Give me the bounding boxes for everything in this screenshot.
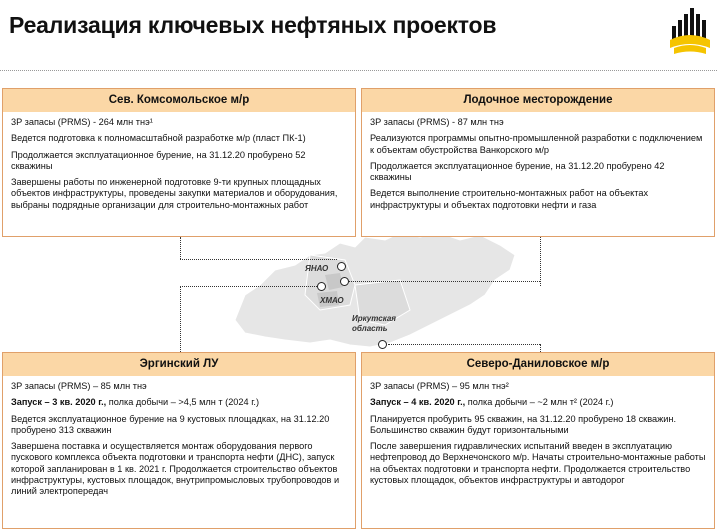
field-marker-komsomolskoe — [337, 262, 346, 271]
map-label-khmao: ХМАО — [320, 296, 344, 305]
field-marker-danilovskoe — [378, 340, 387, 349]
card-item: Планируется пробурить 95 скважин, на 31.12.20 пробурено 18 скважин. Большинство скважин будут горизонтальными — [370, 413, 676, 435]
launch-plateau: полка добычи – ~2 млн т² (2024 г.) — [465, 397, 614, 408]
connector-line — [540, 236, 541, 286]
card-item: 3P запасы (PRMS) - 264 млн тнэ¹ — [11, 117, 153, 127]
card-title: Лодочное месторождение — [362, 89, 714, 112]
header-divider — [0, 70, 717, 71]
card-item: Завершена поставка и осуществляется монтаж оборудования первого пускового комплекса объекта подготовки и транспорта нефти (ДНС), запуск которой запланирован в 1 кв. 2021 г. Продолжается строительство объектов инфраструктуры, кустовых площадок, внутрипромысловых трубопроводов и линий электропередач — [11, 441, 340, 497]
card-item: Продолжается эксплуатационное бурение, на 31.12.20 пробурено 52 скважины — [11, 149, 306, 171]
connector-line — [180, 237, 181, 259]
card-item: Ведется подготовка к полномасштабной разработке м/р (пласт ПК-1) — [11, 133, 306, 144]
field-marker-lodochnoe — [340, 277, 349, 286]
card-item: Продолжается эксплуатационное бурение, на 31.12.20 пробурено 42 скважины — [370, 160, 665, 183]
connector-line — [388, 344, 540, 345]
launch-plateau: полка добычи – >4,5 млн т (2024 г.) — [106, 397, 260, 408]
launch-date: Запуск – 3 кв. 2020 г., — [11, 397, 107, 408]
connector-line — [180, 286, 181, 352]
connector-line — [540, 344, 541, 352]
map-label-yanao: ЯНАО — [305, 264, 329, 273]
card-item: 3P запасы (PRMS) - 87 млн тнэ — [370, 117, 504, 127]
card-item: 3P запасы (PRMS) – 95 млн тнэ² — [370, 381, 509, 391]
connector-line — [180, 259, 337, 260]
card-item: Завершены работы по инженерной подготовке 9-ти крупных площадных объектов инфраструктуры, проведены закупки материалов и оборудования, выбраны подрядные организации для строительно-монтажных работ — [11, 177, 338, 210]
card-item: После завершения гидравлических испытаний введен в эксплуатацию нефтепровод до Верхнечонского м/р. Начаты строительно-монтажные работы на объектах подготовки и транспорта нефти. Продолжается строительство кустовых площадок, объектов инфраструктуры и автодорог — [370, 441, 706, 486]
card-item: Ведется эксплуатационное бурение на 9 кустовых площадках, на 31.12.20 пробурено 313 скважин — [11, 413, 330, 435]
field-marker-erginsky — [317, 282, 326, 291]
card-item: Ведется выполнение строительно-монтажных работ на объектах инфраструктуры и объектах подготовки нефти и газа — [370, 188, 649, 210]
launch-line — [370, 397, 708, 408]
project-card-lodochnoe — [361, 88, 715, 237]
card-item: 3P запасы (PRMS) – 85 млн тнэ — [11, 381, 147, 391]
map-label-irkutsk: Иркутская область — [352, 314, 397, 333]
launch-line — [11, 397, 349, 408]
connector-line — [180, 286, 317, 287]
russia-map — [225, 225, 525, 360]
project-card-komsomolskoe — [2, 88, 356, 237]
launch-date: Запуск – 4 кв. 2020 г., — [370, 397, 466, 408]
card-item: Реализуются программы опытно-промышленной разработки с подключением к объектам обустройства Ванкорского м/р — [370, 133, 703, 155]
page-title: Реализация ключевых нефтяных проектов — [9, 12, 497, 38]
rosneft-logo — [668, 4, 712, 58]
card-title: Северо-Даниловское м/р — [362, 353, 714, 376]
card-title: Эргинский ЛУ — [3, 353, 355, 376]
project-card-erginsky — [2, 352, 356, 529]
card-title: Сев. Комсомольское м/р — [3, 89, 355, 112]
connector-line — [349, 281, 540, 282]
project-card-danilovskoe — [361, 352, 715, 529]
